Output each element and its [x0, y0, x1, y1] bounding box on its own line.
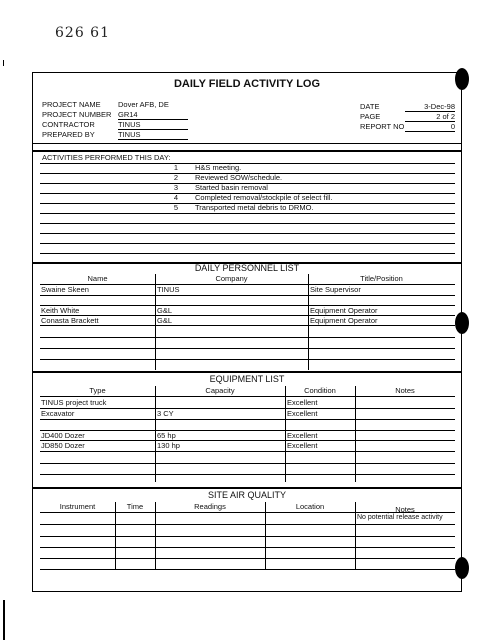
personnel-company: TINUS: [157, 285, 180, 294]
margin-mark: [3, 600, 5, 640]
rule-line: [40, 325, 455, 326]
air-col-readings: Readings: [194, 502, 226, 511]
date-value: 3-Dec-98: [405, 102, 455, 112]
personnel-col-name: Name: [87, 274, 108, 283]
rule-line: [40, 213, 455, 214]
margin-mark: [3, 60, 4, 66]
equipment-condition: Excellent: [287, 431, 318, 440]
activity-num: 3: [173, 183, 178, 192]
prepared-by-label: PREPARED BY: [42, 130, 95, 139]
column-line: [155, 274, 156, 370]
rule-line: [40, 474, 455, 475]
project-name-label: PROJECT NAME: [42, 100, 101, 109]
rule-line: [40, 233, 455, 234]
column-line: [155, 386, 156, 482]
rule-line: [40, 396, 455, 397]
activity-num: 1: [173, 163, 178, 172]
divider: [32, 371, 462, 373]
activities-header: ACTIVITIES PERFORMED THIS DAY:: [42, 153, 171, 162]
rule-line: [40, 284, 455, 285]
equipment-type: TINUS project truck: [41, 398, 107, 407]
page-label: PAGE: [360, 112, 381, 121]
personnel-title-position: Site Supervisor: [310, 285, 361, 294]
project-number-value: GR14: [118, 110, 188, 120]
contractor-label: CONTRACTOR: [42, 120, 95, 129]
air-col-time: Time: [126, 502, 144, 511]
report-no-value: 0: [405, 122, 455, 132]
contractor-value: TINUS: [118, 120, 188, 130]
project-number-label: PROJECT NUMBER: [42, 110, 112, 119]
equipment-title: EQUIPMENT LIST: [209, 374, 285, 384]
rule-line: [40, 512, 455, 513]
form-title: DAILY FIELD ACTIVITY LOG: [173, 78, 321, 90]
equipment-type: JD850 Dozer: [41, 441, 85, 450]
activity-text: Transported metal debris to DRMO.: [195, 203, 314, 212]
equipment-col-type: Type: [89, 386, 106, 395]
divider: [32, 150, 462, 152]
column-line: [285, 386, 286, 482]
handwritten-note: 626 61: [55, 25, 110, 41]
rule-line: [40, 359, 455, 360]
rule-line: [40, 547, 455, 548]
rule-line: [40, 348, 455, 349]
personnel-company: G&L: [157, 316, 173, 325]
activity-text: Completed removal/stockpile of select fill.: [195, 193, 333, 202]
divider: [32, 143, 462, 144]
equipment-type: JD400 Dozer: [41, 431, 85, 440]
personnel-name: Conasta Brackett: [41, 316, 99, 325]
column-line: [308, 274, 309, 370]
equipment-condition: Excellent: [287, 409, 318, 418]
equipment-capacity: 65 hp: [157, 431, 176, 440]
activity-text: H&S meeting.: [195, 163, 242, 172]
rule-line: [40, 223, 455, 224]
rule-line: [40, 253, 455, 254]
equipment-col-condition: Condition: [304, 386, 336, 395]
air-col-notes: Notes: [395, 505, 415, 514]
air-col-location: Location: [295, 502, 325, 511]
rule-line: [40, 337, 455, 338]
personnel-company: G&L: [157, 306, 173, 315]
personnel-title-position: Equipment Operator: [310, 316, 378, 325]
column-line: [355, 386, 356, 482]
report-no-label: REPORT NO: [360, 122, 405, 131]
personnel-name: Swaine Skeen: [41, 285, 89, 294]
personnel-title: DAILY PERSONNEL LIST: [194, 263, 300, 273]
equipment-capacity: 130 hp: [157, 441, 180, 450]
rule-line: [40, 243, 455, 244]
personnel-name: Keith White: [41, 306, 80, 315]
activity-num: 5: [173, 203, 178, 212]
rule-line: [40, 558, 455, 559]
activity-text: Started basin removal: [195, 183, 268, 192]
personnel-col-title: Title/Position: [360, 274, 403, 283]
air-quality-title: SITE AIR QUALITY: [207, 490, 287, 500]
equipment-condition: Excellent: [287, 441, 318, 450]
personnel-col-company: Company: [215, 274, 248, 283]
rule-line: [40, 463, 455, 464]
air-col-instrument: Instrument: [59, 502, 96, 511]
rule-line: [40, 163, 455, 164]
rule-line: [40, 305, 455, 306]
rule-line: [40, 440, 455, 441]
rule-line: [40, 536, 455, 537]
rule-line: [40, 315, 455, 316]
rule-line: [40, 451, 455, 452]
equipment-capacity: 3 CY: [157, 409, 174, 418]
rule-line: [40, 295, 455, 296]
divider: [32, 487, 462, 489]
prepared-by-value: TINUS: [118, 130, 188, 140]
equipment-condition: Excellent: [287, 398, 318, 407]
rule-line: [40, 408, 455, 409]
project-name-value: Dover AFB, DE: [118, 100, 169, 109]
rule-line: [40, 569, 455, 570]
page-value: 2 of 2: [405, 112, 455, 122]
equipment-col-capacity: Capacity: [205, 386, 235, 395]
activity-num: 4: [173, 193, 178, 202]
equipment-type: Excavator: [41, 409, 75, 418]
personnel-title-position: Equipment Operator: [310, 306, 378, 315]
equipment-col-notes: Notes: [395, 386, 415, 395]
rule-line: [40, 430, 455, 431]
rule-line: [40, 524, 455, 525]
air-notes: No potential release activity: [357, 514, 443, 521]
activity-num: 2: [173, 173, 178, 182]
activity-text: Reviewed SOW/schedule.: [195, 173, 283, 182]
date-label: DATE: [360, 102, 380, 111]
rule-line: [40, 419, 455, 420]
